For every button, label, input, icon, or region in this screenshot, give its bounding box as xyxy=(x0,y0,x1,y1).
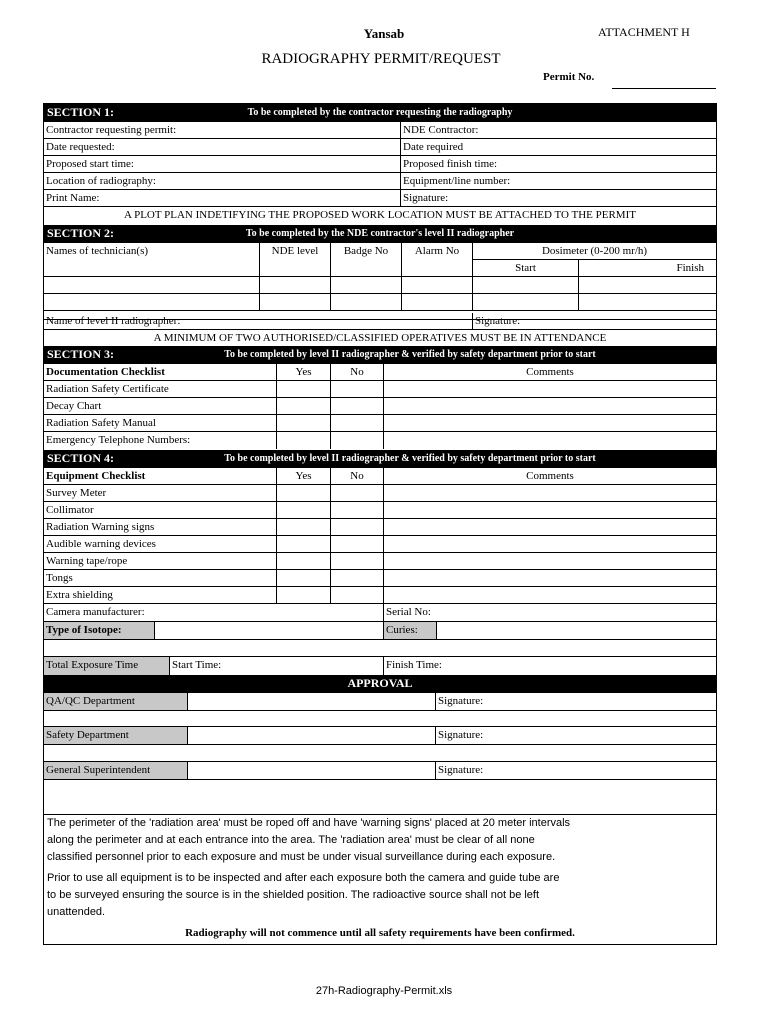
section3-title: SECTION 3: xyxy=(47,347,115,361)
permit-no-label: Permit No. xyxy=(543,71,595,83)
isotope-label: Type of Isotope: xyxy=(44,622,154,639)
no-cell[interactable] xyxy=(330,519,383,535)
col-no: No xyxy=(330,468,383,484)
section4-title: SECTION 4: xyxy=(47,451,115,465)
technician-row xyxy=(44,294,716,311)
note-line: to be surveyed ensuring the source is in the shielded position. The radioactive source shall not be left xyxy=(47,889,540,901)
alarm-no-cell[interactable] xyxy=(401,294,472,310)
yes-cell[interactable] xyxy=(276,519,330,535)
approval-dept-label: General Superintendent xyxy=(44,762,187,779)
no-cell[interactable] xyxy=(330,570,383,586)
yes-cell[interactable] xyxy=(276,381,330,397)
checklist-row xyxy=(44,553,716,570)
approval-row xyxy=(44,727,716,745)
approval-name-field[interactable] xyxy=(187,762,435,779)
checklist-row xyxy=(44,536,716,553)
comments-cell[interactable] xyxy=(383,398,716,414)
approval-name-field[interactable] xyxy=(187,727,435,744)
section2-title: SECTION 2: xyxy=(47,226,115,240)
operatives-notice: A MINIMUM OF TWO AUTHORISED/CLASSIFIED OPERATIVES MUST BE IN ATTENDANCE xyxy=(153,332,607,344)
yes-cell[interactable] xyxy=(276,536,330,552)
s1-row xyxy=(44,173,716,190)
comments-cell[interactable] xyxy=(383,432,716,449)
yes-cell[interactable] xyxy=(276,432,330,449)
equip-item-label: Tongs xyxy=(46,572,73,584)
badge-no-cell[interactable] xyxy=(330,294,401,310)
approval-row xyxy=(44,762,716,780)
yes-cell[interactable] xyxy=(276,502,330,518)
note-line: Prior to use all equipment is to be inspected and after each exposure both the camera and guide tube are xyxy=(47,872,560,884)
s1-row xyxy=(44,156,716,173)
yes-cell[interactable] xyxy=(276,398,330,414)
company-name: Yansab xyxy=(363,26,405,41)
col-dosimeter: Dosimeter (0-200 mr/h) xyxy=(472,243,716,260)
s1-signature-field[interactable]: Signature: xyxy=(400,190,716,206)
dosimeter-start-cell[interactable] xyxy=(472,294,578,310)
no-cell[interactable] xyxy=(330,587,383,603)
spacer-row xyxy=(44,745,716,762)
section4-header xyxy=(44,450,716,468)
section2-header xyxy=(44,225,716,243)
doc-item-label: Radiation Safety Certificate xyxy=(46,383,169,395)
spacer-row xyxy=(44,711,716,727)
checklist-row xyxy=(44,398,716,415)
technician-name-cell[interactable] xyxy=(44,260,259,276)
date-requested-field[interactable]: Date requested: xyxy=(46,141,115,153)
isotope-row xyxy=(44,622,716,640)
approval-dept-label: QA/QC Department xyxy=(44,693,187,710)
s1-row xyxy=(44,122,716,139)
col-yes: Yes xyxy=(276,364,330,380)
level2-radiographer-field[interactable]: Name of level II radiographer: xyxy=(46,315,181,327)
comments-cell[interactable] xyxy=(383,536,716,552)
section1-title: SECTION 1: xyxy=(47,105,115,119)
yes-cell[interactable] xyxy=(276,485,330,501)
yes-cell[interactable] xyxy=(276,587,330,603)
equip-item-label: Audible warning devices xyxy=(46,538,156,550)
no-cell[interactable] xyxy=(330,485,383,501)
equip-item-label: Warning tape/rope xyxy=(46,555,128,567)
technician-name-cell[interactable] xyxy=(44,277,259,293)
s2-signature-field[interactable]: Signature: xyxy=(472,313,716,330)
nde-level-cell[interactable] xyxy=(259,260,330,276)
nde-level-cell[interactable] xyxy=(259,277,330,293)
plot-plan-notice: A PLOT PLAN INDETIFYING THE PROPOSED WORK LOCATION MUST BE ATTACHED TO THE PERMIT xyxy=(124,209,636,221)
camera-row xyxy=(44,604,716,622)
section3-desc: To be completed by level II radiographer & verified by safety department prior to start xyxy=(224,349,596,360)
final-notice: Radiography will not commence until all safety requirements have been confirmed. xyxy=(185,927,575,939)
checklist-row xyxy=(44,432,716,449)
page-title: RADIOGRAPHY PERMIT/REQUEST xyxy=(261,51,501,67)
no-cell[interactable] xyxy=(330,432,383,449)
location-field[interactable]: Location of radiography: xyxy=(46,175,156,187)
section4-desc: To be completed by level II radiographer & verified by safety department prior to start xyxy=(224,453,596,464)
no-cell[interactable] xyxy=(330,536,383,552)
footer-filename: 27h-Radiography-Permit.xls xyxy=(315,985,453,997)
yes-cell[interactable] xyxy=(276,415,330,431)
s2-subheader-row xyxy=(44,260,716,277)
badge-no-cell[interactable] xyxy=(330,277,401,293)
col-dosimeter-finish: Finish xyxy=(578,260,716,276)
checklist-row xyxy=(44,519,716,536)
section1-desc: To be completed by the contractor requesting the radiography xyxy=(247,107,513,118)
badge-no-cell[interactable] xyxy=(330,260,401,276)
checklist-row xyxy=(44,587,716,604)
section3-header xyxy=(44,346,716,364)
exposure-row xyxy=(44,657,716,675)
approval-title: APPROVAL xyxy=(347,676,413,690)
nde-contractor-field[interactable]: NDE Contractor: xyxy=(400,122,716,138)
spacer-row xyxy=(44,640,716,657)
no-cell[interactable] xyxy=(330,502,383,518)
note-line: classified personnel prior to each exposure and must be under visual surveillance during each exposure. xyxy=(47,851,556,863)
col-no: No xyxy=(330,364,383,380)
s2-notice-row xyxy=(44,329,716,346)
doc-item-label: Radiation Safety Manual xyxy=(46,417,156,429)
equip-item-label: Extra shielding xyxy=(46,589,113,601)
finish-time-field[interactable]: Finish Time: xyxy=(383,657,716,675)
approval-signature-field[interactable]: Signature: xyxy=(435,762,716,779)
s1-row xyxy=(44,139,716,156)
isotope-field[interactable] xyxy=(154,622,383,639)
yes-cell[interactable] xyxy=(276,570,330,586)
checklist-row xyxy=(44,381,716,398)
checklist-row xyxy=(44,502,716,519)
attachment-label: ATTACHMENT H xyxy=(598,25,690,39)
curies-label: Curies: xyxy=(383,622,436,639)
date-required-field[interactable]: Date required xyxy=(400,139,716,155)
s1-row xyxy=(44,190,716,207)
contractor-requesting-field[interactable]: Contractor requesting permit: xyxy=(46,124,177,136)
comments-cell[interactable] xyxy=(383,415,716,431)
spacer-row xyxy=(44,780,716,815)
no-cell[interactable] xyxy=(330,381,383,397)
alarm-no-cell[interactable] xyxy=(401,277,472,293)
s3-header-row xyxy=(44,364,716,381)
equipment-line-field[interactable]: Equipment/line number: xyxy=(400,173,716,189)
total-exposure-label: Total Exposure Time xyxy=(44,657,169,675)
checklist-row xyxy=(44,485,716,502)
col-alarm-no: Alarm No xyxy=(401,243,472,260)
section2-desc: To be completed by the NDE contractor's level II radiographer xyxy=(245,228,515,239)
alarm-no-cell[interactable] xyxy=(401,260,472,276)
proposed-finish-field[interactable]: Proposed finish time: xyxy=(400,156,716,172)
col-badge-no: Badge No xyxy=(330,243,401,260)
print-name-field[interactable]: Print Name: xyxy=(46,192,100,204)
comments-cell[interactable] xyxy=(383,587,716,603)
permit-no-field[interactable] xyxy=(612,87,716,89)
start-time-field[interactable]: Start Time: xyxy=(169,657,383,675)
note-line: The perimeter of the 'radiation area' must be roped off and have 'warning signs' placed at 20 meter intervals xyxy=(47,817,571,829)
dosimeter-finish-cell[interactable] xyxy=(578,277,716,293)
approval-row xyxy=(44,693,716,711)
s2-header-row xyxy=(44,243,716,260)
camera-manufacturer-field[interactable]: Camera manufacturer: xyxy=(46,606,145,618)
s4-header-row xyxy=(44,468,716,485)
approval-signature-field[interactable]: Signature: xyxy=(435,727,716,744)
dosimeter-start-cell[interactable] xyxy=(472,277,578,293)
curies-field[interactable] xyxy=(436,622,716,639)
technician-name-cell[interactable] xyxy=(44,294,259,310)
comments-cell[interactable] xyxy=(383,553,716,569)
col-yes: Yes xyxy=(276,468,330,484)
note-line: along the perimeter and at each entrance into the area. The 'radiation area' must be clear of all none xyxy=(47,834,535,846)
comments-cell[interactable] xyxy=(383,570,716,586)
approval-signature-field[interactable]: Signature: xyxy=(435,693,716,710)
col-dosimeter-start: Start xyxy=(472,260,578,276)
doc-item-label: Emergency Telephone Numbers: xyxy=(46,434,191,446)
equip-item-label: Radiation Warning signs xyxy=(46,521,155,533)
approval-header xyxy=(44,675,716,693)
equipment-checklist-title: Equipment Checklist xyxy=(46,470,146,482)
doc-item-label: Decay Chart xyxy=(46,400,102,412)
yes-cell[interactable] xyxy=(276,553,330,569)
documentation-checklist-title: Documentation Checklist xyxy=(46,366,165,378)
proposed-start-field[interactable]: Proposed start time: xyxy=(46,158,134,170)
col-nde-level: NDE level xyxy=(259,243,330,260)
equip-item-label: Survey Meter xyxy=(46,487,107,499)
no-cell[interactable] xyxy=(330,415,383,431)
technician-row xyxy=(44,277,716,294)
approval-name-field[interactable] xyxy=(187,693,435,710)
equip-item-label: Collimator xyxy=(46,504,94,516)
nde-level-cell[interactable] xyxy=(259,294,330,310)
section1-header xyxy=(44,104,716,122)
col-technician-names: Names of technician(s) xyxy=(46,245,149,257)
checklist-row xyxy=(44,415,716,432)
checklist-row xyxy=(44,570,716,587)
level2-row xyxy=(44,312,716,330)
comments-cell[interactable] xyxy=(383,519,716,535)
s1-notice-row xyxy=(44,207,716,225)
comments-cell[interactable] xyxy=(383,381,716,397)
col-comments: Comments xyxy=(383,468,716,484)
comments-cell[interactable] xyxy=(383,502,716,518)
no-cell[interactable] xyxy=(330,398,383,414)
serial-no-field[interactable]: Serial No: xyxy=(383,604,716,621)
dosimeter-finish-cell[interactable] xyxy=(578,294,716,310)
approval-dept-label: Safety Department xyxy=(44,727,187,744)
permit-form xyxy=(43,103,717,945)
col-comments: Comments xyxy=(383,364,716,380)
note-line: unattended. xyxy=(47,906,106,918)
no-cell[interactable] xyxy=(330,553,383,569)
comments-cell[interactable] xyxy=(383,485,716,501)
